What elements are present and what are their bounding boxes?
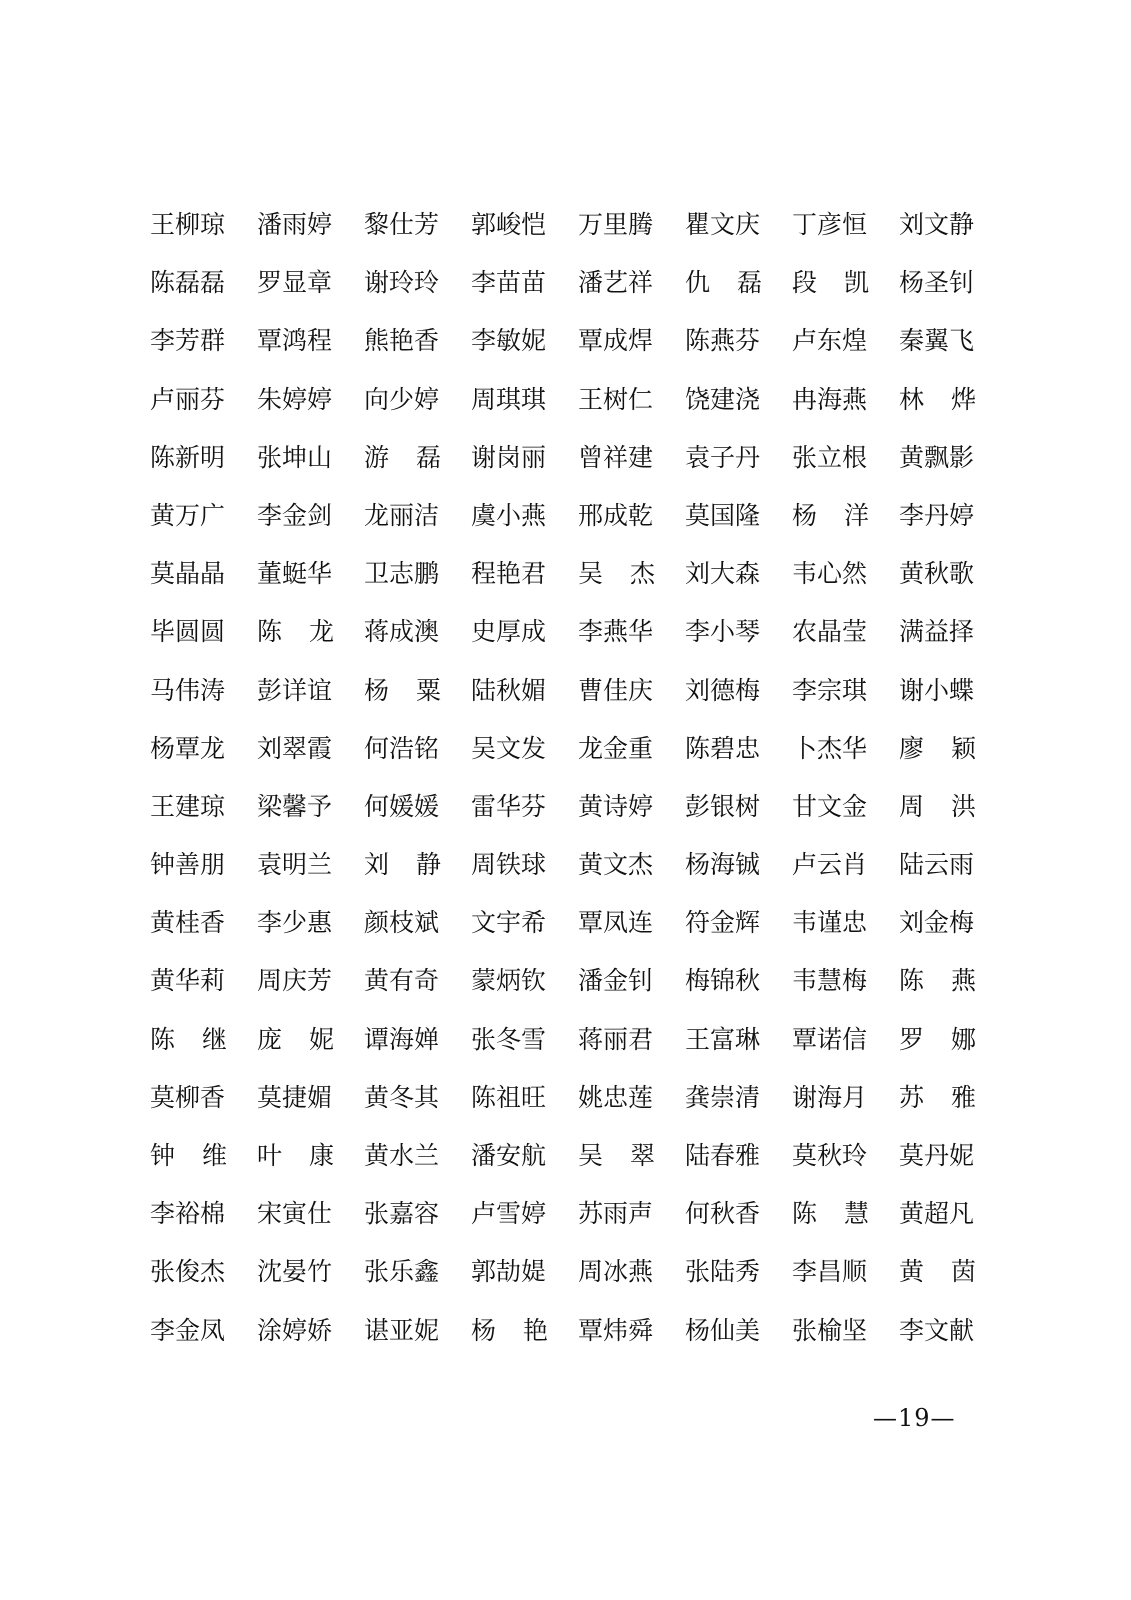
name-char: 杨 xyxy=(364,675,390,705)
name-entry: 陈祖旺 xyxy=(471,1082,547,1112)
name-entry: 谌亚妮 xyxy=(364,1315,440,1345)
name-entry: 陈碧忠 xyxy=(685,733,761,763)
name-entry: 潘安航 xyxy=(471,1141,547,1170)
name-entry: 袁子丹 xyxy=(685,442,761,472)
name-entry: 李少惠 xyxy=(257,908,333,938)
name-entry: 陈磊磊 xyxy=(150,268,226,298)
name-entry: 陆春雅 xyxy=(685,1141,761,1170)
name-entry: 韦心然 xyxy=(792,559,868,589)
name-entry: 文宇希 xyxy=(471,908,547,938)
name-entry: 黎仕芳 xyxy=(364,210,440,239)
name-entry xyxy=(685,254,762,312)
name-entry: 刘德梅 xyxy=(685,675,761,705)
name-char: 陈 xyxy=(150,1024,176,1054)
name-entry: 李金剑 xyxy=(257,500,333,530)
name-entry: 史厚成 xyxy=(471,617,547,647)
name-char: 静 xyxy=(415,850,441,880)
name-char: 康 xyxy=(308,1141,334,1170)
name-entry xyxy=(150,1127,227,1185)
name-entry: 甘文金 xyxy=(792,791,868,821)
name-entry: 李宗琪 xyxy=(792,675,868,705)
name-char: 钟 xyxy=(150,1141,176,1170)
name-char: 黄 xyxy=(899,1257,925,1287)
name-entry xyxy=(792,1185,869,1243)
name-entry: 莫国隆 xyxy=(685,500,761,530)
name-entry: 苏雨声 xyxy=(578,1199,654,1229)
name-char: 仇 xyxy=(685,268,711,298)
name-entry xyxy=(899,371,976,429)
name-entry: 黄秋歌 xyxy=(899,559,975,589)
name-char: 杰 xyxy=(629,559,655,589)
name-entry: 满益择 xyxy=(899,617,975,647)
name-entry: 冉海燕 xyxy=(792,384,868,414)
name-entry: 何浩铭 xyxy=(364,733,440,763)
name-char: 叶 xyxy=(257,1141,283,1170)
name-entry: 黄桂香 xyxy=(150,908,226,938)
name-entry: 向少婷 xyxy=(364,384,440,414)
name-entry: 陆云雨 xyxy=(899,850,975,880)
name-entry: 谢海月 xyxy=(792,1082,868,1112)
name-entry: 雷华芬 xyxy=(471,791,547,821)
name-entry: 马伟涛 xyxy=(150,675,226,705)
name-entry: 卢云肖 xyxy=(792,850,868,880)
name-entry: 沈晏竹 xyxy=(257,1257,333,1287)
name-entry: 虞小燕 xyxy=(471,500,547,530)
name-char: 苏 xyxy=(899,1082,925,1112)
name-entry: 颜枝斌 xyxy=(364,908,440,938)
name-entry: 潘雨婷 xyxy=(257,210,333,239)
name-entry: 张榆坚 xyxy=(792,1315,868,1345)
name-char: 维 xyxy=(201,1141,227,1170)
name-entry: 张坤山 xyxy=(257,442,333,472)
name-entry xyxy=(578,545,655,603)
name-entry: 曾祥建 xyxy=(578,442,654,472)
name-entry: 李敏妮 xyxy=(471,326,547,356)
name-entry: 谢玲玲 xyxy=(364,268,440,298)
name-entry: 周庆芳 xyxy=(257,966,333,996)
name-entry: 黄华莉 xyxy=(150,966,226,996)
name-char: 吴 xyxy=(578,559,604,589)
name-entry: 韦谨忠 xyxy=(792,908,868,938)
name-entry: 龚崇清 xyxy=(685,1082,761,1112)
name-entry: 李文献 xyxy=(899,1315,975,1345)
name-entry: 覃诺信 xyxy=(792,1024,868,1054)
name-entry: 黄诗婷 xyxy=(578,791,654,821)
name-char: 庞 xyxy=(257,1024,283,1054)
name-char: 陈 xyxy=(257,617,283,647)
name-entry: 杨海铖 xyxy=(685,850,761,880)
name-entry: 丁彦恒 xyxy=(792,210,868,239)
name-entry: 李小琴 xyxy=(685,617,761,647)
name-char: 娜 xyxy=(950,1024,976,1054)
name-entry: 周铁球 xyxy=(471,850,547,880)
name-entry: 陆秋媚 xyxy=(471,675,547,705)
name-entry: 李苗苗 xyxy=(471,268,547,298)
name-entry: 莫捷媚 xyxy=(257,1082,333,1112)
name-entry xyxy=(364,662,441,720)
name-char: 颖 xyxy=(950,733,976,763)
name-entry: 张冬雪 xyxy=(471,1024,547,1054)
name-entry: 张立根 xyxy=(792,442,868,472)
name-entry: 覃炜舜 xyxy=(578,1315,654,1345)
name-entry: 吴文发 xyxy=(471,733,547,763)
name-entry: 李丹婷 xyxy=(899,500,975,530)
name-entry: 蒋丽君 xyxy=(578,1024,654,1054)
name-entry xyxy=(471,1302,548,1360)
name-entry: 涂婷娇 xyxy=(257,1315,333,1345)
name-entry: 姚忠莲 xyxy=(578,1082,654,1112)
name-entry: 王建琼 xyxy=(150,791,226,821)
name-char: 廖 xyxy=(899,733,925,763)
name-entry xyxy=(899,1069,976,1127)
name-entry xyxy=(899,1243,976,1301)
name-entry: 董蜓华 xyxy=(257,559,333,589)
name-entry: 黄超凡 xyxy=(899,1199,975,1229)
name-entry: 潘金钊 xyxy=(578,966,654,996)
name-entry: 郭劼媞 xyxy=(471,1257,547,1287)
name-char: 陈 xyxy=(899,966,925,996)
name-entry: 毕圆圆 xyxy=(150,617,226,647)
name-char: 陈 xyxy=(792,1199,818,1229)
name-entry: 梅锦秋 xyxy=(685,966,761,996)
name-entry: 何媛媛 xyxy=(364,791,440,821)
name-entry: 李芳群 xyxy=(150,326,226,356)
name-entry: 袁明兰 xyxy=(257,850,333,880)
name-char: 烨 xyxy=(950,384,976,414)
name-entry xyxy=(257,1011,334,1069)
name-entry: 刘翠霞 xyxy=(257,733,333,763)
name-entry: 卜杰华 xyxy=(792,733,868,763)
name-char: 林 xyxy=(899,384,925,414)
name-entry: 杨仙美 xyxy=(685,1315,761,1345)
name-char: 段 xyxy=(792,268,818,298)
name-entry: 黄飘影 xyxy=(899,442,975,472)
name-char: 游 xyxy=(364,442,390,472)
name-entry: 杨覃龙 xyxy=(150,733,226,763)
name-entry: 卢东煌 xyxy=(792,326,868,356)
name-entry: 刘文静 xyxy=(899,210,975,239)
name-entry: 农晶莹 xyxy=(792,617,868,647)
name-char: 凯 xyxy=(843,268,869,298)
name-entry: 谢小蝶 xyxy=(899,675,975,705)
name-entry: 覃成焊 xyxy=(578,326,654,356)
name-char: 翠 xyxy=(629,1141,655,1170)
name-char: 粟 xyxy=(415,675,441,705)
name-entry: 瞿文庆 xyxy=(685,210,761,239)
name-entry: 张嘉容 xyxy=(364,1199,440,1229)
name-entry: 朱婷婷 xyxy=(257,384,333,414)
name-entry: 周琪琪 xyxy=(471,384,547,414)
name-entry: 邢成乾 xyxy=(578,500,654,530)
name-char: 继 xyxy=(201,1024,227,1054)
name-entry: 熊艳香 xyxy=(364,326,440,356)
name-entry xyxy=(792,487,869,545)
name-entry: 莫晶晶 xyxy=(150,559,226,589)
name-entry xyxy=(899,952,976,1010)
name-entry: 谢岗丽 xyxy=(471,442,547,472)
name-char: 杨 xyxy=(792,500,818,530)
name-char: 周 xyxy=(899,791,925,821)
name-entry: 谭海婵 xyxy=(364,1024,440,1054)
name-char: 雅 xyxy=(950,1082,976,1112)
name-entry: 彭银树 xyxy=(685,791,761,821)
name-entry xyxy=(899,720,976,778)
name-entry xyxy=(364,429,441,487)
name-entry: 陈新明 xyxy=(150,442,226,472)
name-entry xyxy=(792,254,869,312)
name-entry: 宋寅仕 xyxy=(257,1199,333,1229)
name-char: 茵 xyxy=(950,1257,976,1287)
name-entry xyxy=(364,836,441,894)
name-char: 刘 xyxy=(364,850,390,880)
name-entry: 程艳君 xyxy=(471,559,547,589)
name-entry: 李金凤 xyxy=(150,1315,226,1345)
name-entry: 蒋成澳 xyxy=(364,617,440,647)
name-entry: 覃凤连 xyxy=(578,908,654,938)
name-entry: 李燕华 xyxy=(578,617,654,647)
name-entry xyxy=(578,1127,655,1185)
name-entry: 王柳琼 xyxy=(150,210,226,239)
name-entry: 刘金梅 xyxy=(899,908,975,938)
name-entry: 卫志鹏 xyxy=(364,559,440,589)
name-entry: 卢雪婷 xyxy=(471,1199,547,1229)
name-entry: 何秋香 xyxy=(685,1199,761,1229)
name-entry xyxy=(899,778,976,836)
name-entry: 饶建浇 xyxy=(685,384,761,414)
name-entry: 黄有奇 xyxy=(364,966,440,996)
name-entry: 龙丽洁 xyxy=(364,500,440,530)
name-entry: 陈燕芬 xyxy=(685,326,761,356)
name-list xyxy=(150,196,975,1360)
name-entry: 曹佳庆 xyxy=(578,675,654,705)
name-entry xyxy=(257,1127,334,1185)
name-entry: 王树仁 xyxy=(578,384,654,414)
name-entry: 蒙炳钦 xyxy=(471,966,547,996)
name-entry: 周冰燕 xyxy=(578,1257,654,1287)
name-entry: 黄水兰 xyxy=(364,1141,440,1170)
name-entry xyxy=(257,603,334,661)
name-entry: 韦慧梅 xyxy=(792,966,868,996)
name-entry: 莫柳香 xyxy=(150,1082,226,1112)
name-entry: 罗显章 xyxy=(257,268,333,298)
name-entry: 黄文杰 xyxy=(578,850,654,880)
name-entry xyxy=(899,1011,976,1069)
name-char: 洪 xyxy=(950,791,976,821)
name-entry: 张俊杰 xyxy=(150,1257,226,1287)
name-char: 龙 xyxy=(308,617,334,647)
name-entry: 梁馨予 xyxy=(257,791,333,821)
name-entry: 郭峻恺 xyxy=(471,210,547,239)
name-entry: 秦翼飞 xyxy=(899,326,975,356)
name-entry: 莫丹妮 xyxy=(899,1141,975,1170)
name-char: 慧 xyxy=(843,1199,869,1229)
name-entry: 黄万广 xyxy=(150,500,226,530)
name-entry: 钟善朋 xyxy=(150,850,226,880)
name-char: 妮 xyxy=(308,1024,334,1054)
name-entry: 黄冬其 xyxy=(364,1082,440,1112)
name-char: 艳 xyxy=(522,1315,548,1345)
name-entry: 覃鸿程 xyxy=(257,326,333,356)
name-char: 杨 xyxy=(471,1315,497,1345)
name-entry: 卢丽芬 xyxy=(150,384,226,414)
name-char: 吴 xyxy=(578,1141,604,1170)
name-entry: 刘大森 xyxy=(685,559,761,589)
name-entry: 李昌顺 xyxy=(792,1257,868,1287)
name-char: 磊 xyxy=(736,268,762,298)
name-char: 燕 xyxy=(950,966,976,996)
name-entry: 彭详谊 xyxy=(257,675,333,705)
name-entry: 符金辉 xyxy=(685,908,761,938)
name-char: 磊 xyxy=(415,442,441,472)
name-entry: 王富琳 xyxy=(685,1024,761,1054)
name-entry: 李裕棉 xyxy=(150,1199,226,1229)
name-entry: 张陆秀 xyxy=(685,1257,761,1287)
name-entry: 莫秋玲 xyxy=(792,1141,868,1170)
name-char: 洋 xyxy=(843,500,869,530)
name-entry: 张乐鑫 xyxy=(364,1257,440,1287)
name-entry xyxy=(150,1011,227,1069)
name-entry: 龙金重 xyxy=(578,733,654,763)
page-number: —19— xyxy=(873,1404,956,1432)
name-char: 罗 xyxy=(899,1024,925,1054)
name-entry: 万里腾 xyxy=(578,210,654,239)
name-entry: 潘艺祥 xyxy=(578,268,654,298)
name-entry: 杨圣钊 xyxy=(899,268,975,298)
